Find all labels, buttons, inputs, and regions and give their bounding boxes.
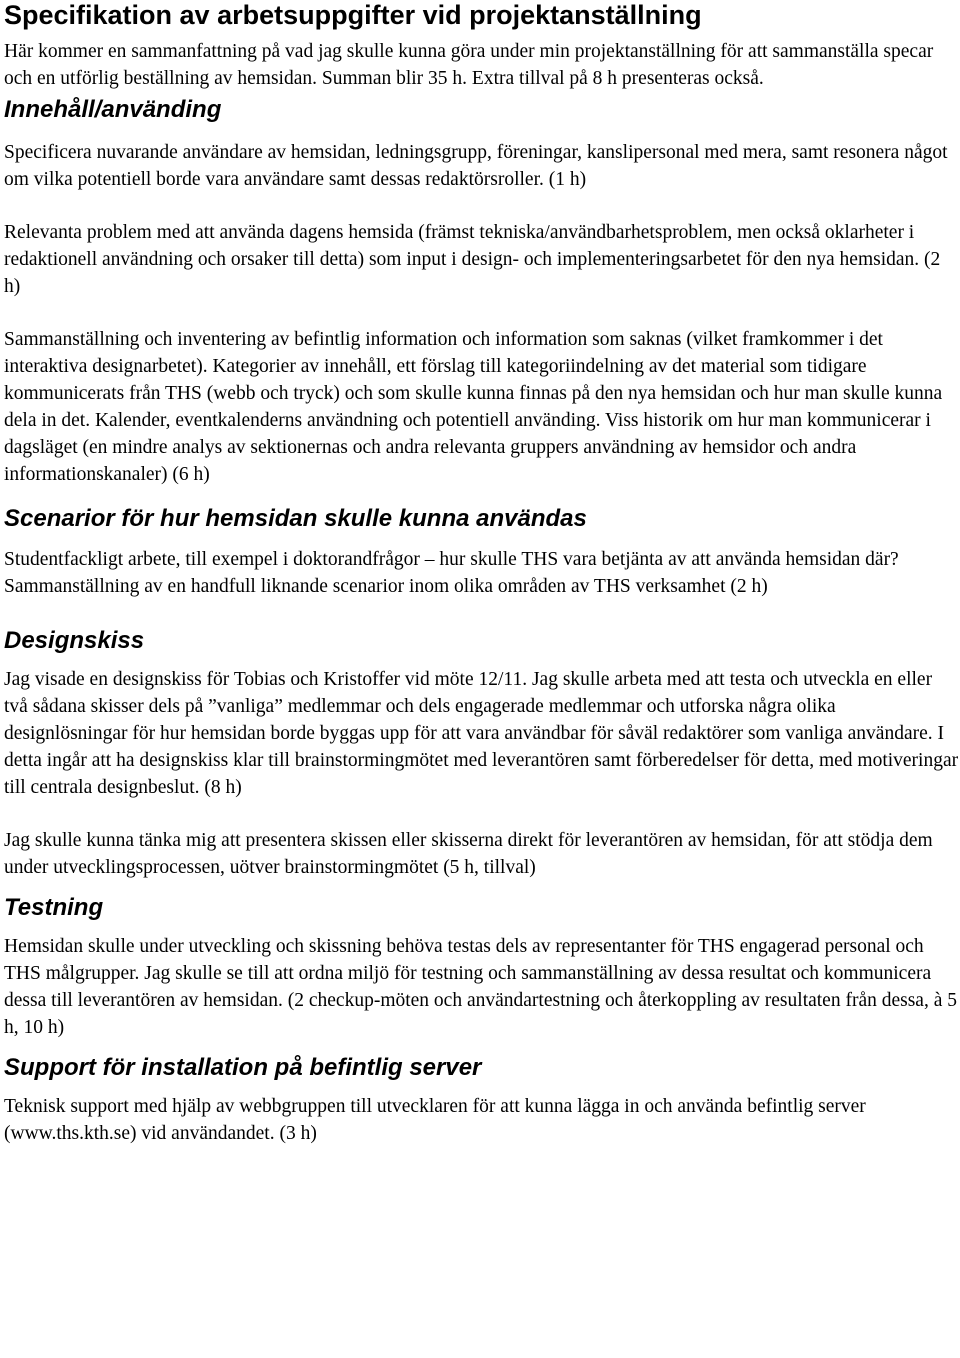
innehall-paragraph-1: Specificera nuvarande användare av hemsidan, ledningsgrupp, föreningar, kanslipersonal med mera, samt resonera något om vilka potentiell borde vara användare samt dessas redaktörsroller. (1 h)	[4, 142, 948, 190]
designskiss-paragraph-1: Jag visade en designskiss för Tobias och Kristoffer vid möte 12/11. Jag skulle arbeta med att testa och utveckla en eller två sådana skisser dels på ”vanliga” medlemmar och dels engagerade medlemmar och utforska några olika designlösningar för hur hemsidan borde byggas upp för att vara användbar för såväl redaktörer som vanliga användare. I detta ingår att ha designskiss klar till brainstormingmötet med leverantören samt förberedelser för detta, med motiveringar till centrala designbeslut. (8 h)	[4, 669, 959, 798]
heading-support: Support för installation på befintlig server	[4, 1054, 482, 1081]
designskiss-paragraph-2: Jag skulle kunna tänka mig att presentera skissen eller skisserna direkt för leverantören av hemsidan, för att stödja dem under utvecklingsprocessen, uötver brainstormingmötet (5 h, tillval)	[4, 830, 933, 878]
heading-testning: Testning	[4, 894, 104, 921]
document-title: Specifikation av arbetsuppgifter vid projektanställning	[4, 0, 702, 30]
support-paragraph-1: Teknisk support med hjälp av webbgruppen till utvecklaren för att kunna lägga in och använda befintlig server (www.ths.kth.se) vid användandet. (3 h)	[4, 1096, 866, 1144]
heading-scenarior: Scenarior för hur hemsidan skulle kunna användas	[4, 505, 587, 532]
document	[4, 0, 960, 1147]
testning-paragraph-1: Hemsidan skulle under utveckling och skissning behöva testas dels av representanter för THS engagerad personal och THS målgrupper. Jag skulle se till att ordna miljö för testning och sammanställning av dessa resultat och kommunicera dessa till leverantören av hemsidan. (2 checkup-möten och användartestning och återkoppling av resultaten från dessa, à 5 h, 10 h)	[4, 936, 957, 1038]
heading-designskiss: Designskiss	[4, 627, 145, 654]
innehall-paragraph-3: Sammanställning och inventering av befintlig information och information som saknas (vilket framkommer i det interaktiva designarbetet). Kategorier av innehåll, ett förslag till kategoriindelning av det material som tidigare kommunicerats från THS (webb och tryck) och som skulle kunna finnas på den nya hemsidan och hur man skulle kunna dela in det. Kalender, eventkalenderns användning och potentiell använding. Viss historik om hur man kommunicerar i dagsläget (en mindre analys av sektionernas och andra relevanta gruppers användning av hemsidor och andra informationskanaler) (6 h)	[4, 329, 943, 485]
heading-innehall: Innehåll/använding	[4, 96, 222, 123]
intro-paragraph: Här kommer en sammanfattning på vad jag skulle kunna göra under min projektanställning för att sammanställa specar och en utförlig beställning av hemsidan. Summan blir 35 h. Extra tillval på 8 h presenteras också.	[4, 41, 934, 89]
scenarior-paragraph-1: Studentfackligt arbete, till exempel i doktorandfrågor – hur skulle THS vara betjänta av att använda hemsidan där? Sammanställning av en handfull liknande scenarior inom olika områden av THS verksamhet (2 h)	[4, 549, 899, 597]
innehall-paragraph-2: Relevanta problem med att använda dagens hemsida (främst tekniska/användbarhetsproblem, men också oklarheter i redaktionell användning och orsaker till detta) som input i design- och implementeringsarbetet för den nya hemsidan. (2 h)	[4, 222, 941, 297]
